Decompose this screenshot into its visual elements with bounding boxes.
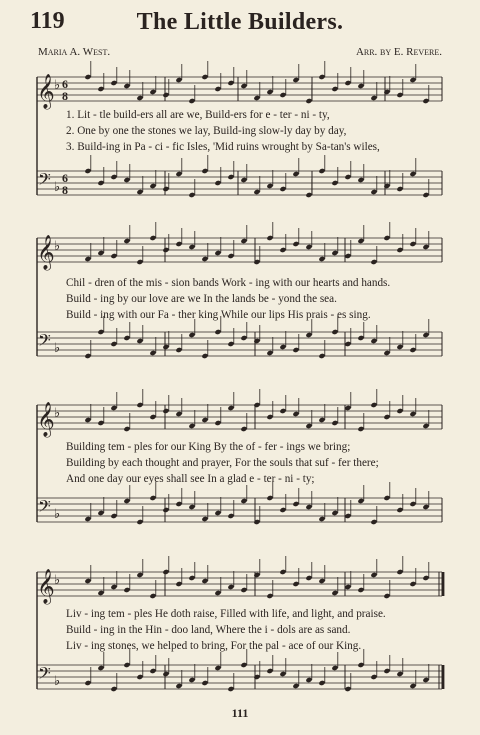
system-3-treble-key-flat: ♭	[54, 406, 61, 421]
lyric-line: Building by each thought and prayer, For the souls that suf - fer there;	[66, 457, 379, 469]
lyric-line: Build - ing in the Hin - doo land, Where the i - dols are as sand.	[66, 624, 351, 636]
lyric-line: 2. One by one the stones we lay, Build-ing slow-ly day by day,	[66, 125, 347, 137]
system-1-bass-clef: 𝄢	[38, 169, 51, 193]
system-3-bass-clef: 𝄢	[38, 496, 51, 520]
system-4-treble-clef: 𝄞	[37, 569, 55, 604]
system-4-treble-key-flat: ♭	[54, 573, 61, 588]
system-1-treble-clef: 𝄞	[37, 74, 55, 109]
lyric-line: Liv - ing stones, we helped to bring, For the pal - ace of our King.	[66, 640, 362, 652]
hymn-number: 119	[30, 8, 65, 34]
system-3-bass-key-flat: ♭	[54, 507, 61, 522]
page-number: 111	[231, 706, 249, 720]
system-1-treble-time-signature-top: 6	[62, 77, 68, 91]
system-2-bass-key-flat: ♭	[54, 341, 61, 356]
lyric-line: And one day our eyes shall see In a glad e - ter - ni - ty;	[66, 473, 315, 485]
hymn-title: The Little Builders.	[136, 9, 344, 35]
system-1-bass-key-flat: ♭	[54, 180, 61, 195]
lyric-line: 3. Build-ing in Pa - ci - fic Isles, 'Mid ruins wrought by Sa-tan's wiles,	[66, 141, 380, 153]
arranger-credit: Arr. by E. Revere.	[355, 46, 442, 58]
lyric-line: Liv - ing tem - ples He doth raise, Filled with life, and light, and praise.	[66, 608, 386, 620]
system-3-treble-clef: 𝄞	[37, 402, 55, 437]
system-2-treble-key-flat: ♭	[54, 239, 61, 254]
system-1-treble-time-signature-bottom: 8	[62, 89, 68, 103]
system-2-treble-clef: 𝄞	[37, 235, 55, 270]
system-1-treble-key-flat: ♭	[54, 78, 61, 93]
system-1-bass-time-signature-top: 6	[62, 171, 68, 185]
system-4-bass-key-flat: ♭	[54, 674, 61, 689]
lyric-line: 1. Lit - tle build-ers all are we, Build-ers for e - ter - ni - ty,	[66, 109, 330, 121]
author-credit: Maria A. West.	[38, 46, 111, 58]
lyric-line: Build - ing by our love are we In the lands be - yond the sea.	[66, 293, 337, 305]
lyric-line: Build - ing with our Fa - ther king While our lips His prais - es sing.	[66, 309, 371, 321]
system-2-bass-clef: 𝄢	[38, 330, 51, 354]
lyric-line: Chil - dren of the mis - sion bands Work - ing with our hearts and hands.	[66, 277, 391, 289]
lyric-line: Building tem - ples for our King By the of - fer - ings we bring;	[66, 441, 351, 453]
system-1-bass-time-signature-bottom: 8	[62, 183, 68, 197]
system-4-bass-clef: 𝄢	[38, 663, 51, 687]
